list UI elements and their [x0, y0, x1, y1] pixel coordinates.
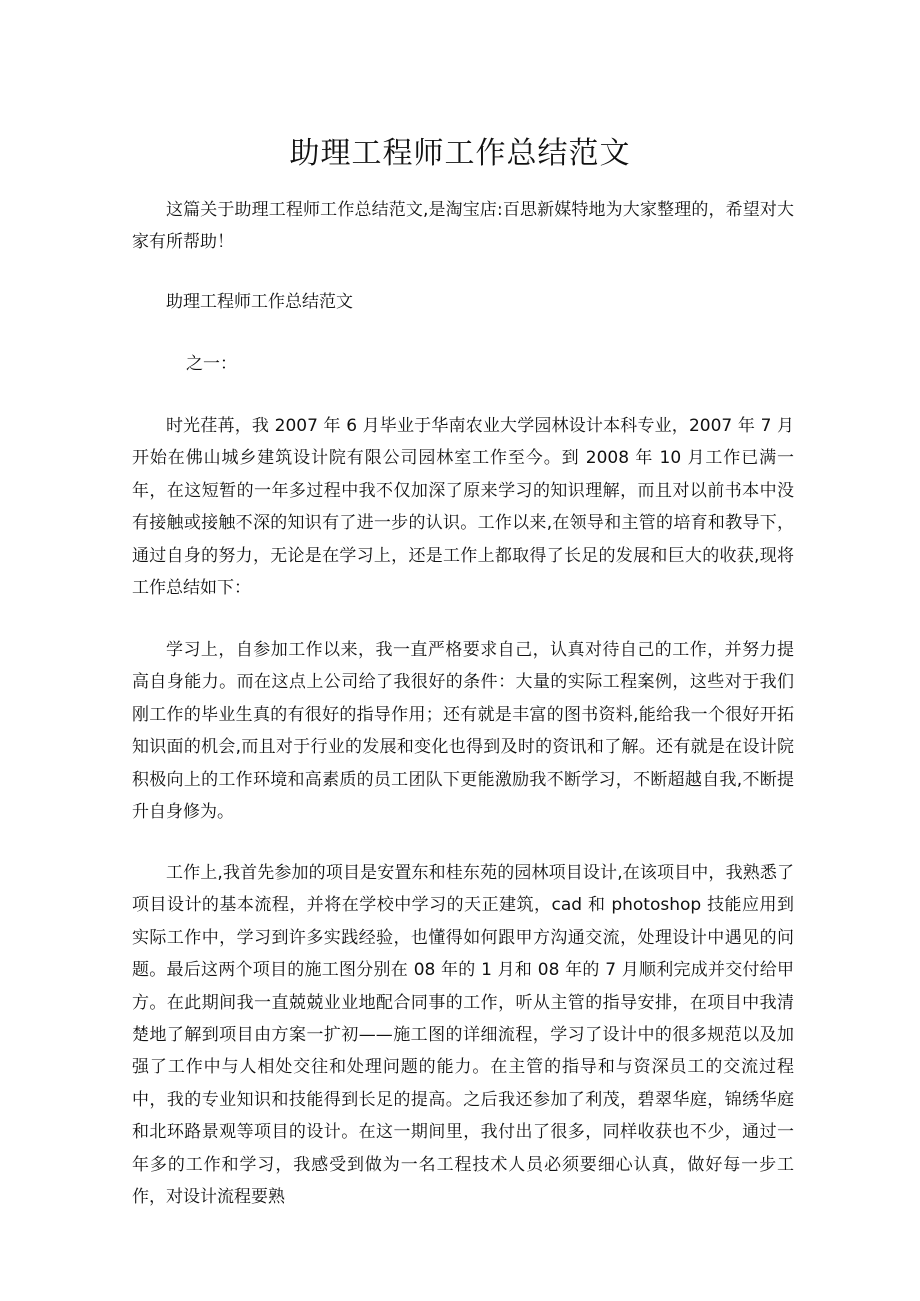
document-title: 助理工程师工作总结范文 — [289, 136, 631, 171]
body-paragraph-2: 学习上，自参加工作以来，我一直严格要求自己，认真对待自己的工作，并努力提高自身能力。而在这点上公司给了我很好的条件：大量的实际工程案例，这些对于我们刚工作的毕业生真的有很好的指导作用；还有就是丰富的图书资料,能给我一个很好开拓知识面的机会,而且对于行业的发展和变化也得到及时的资讯和了解。还有就是在设计院积极向上的工作环境和高素质的员工团队下更能激励我不断学习，不断超越自我,不断提升自身修为。 — [132, 640, 794, 823]
body-paragraph-3: 工作上,我首先参加的项目是安置东和桂东苑的园林项目设计,在该项目中，我熟悉了项目设计的基本流程，并将在学校中学习的天正建筑，cad 和 photoshop 技能应用到实际工作中，学习到许多实践经验，也懂得如何跟甲方沟通交流，处理设计中遇见的问题。最后这两个项目的施工图分别在 08 年的 1 月和 08 年的 7 月顺利完成并交付给甲方。在此期间我一直兢兢业业地配合同事的工作，听从主管的指导安排，在项目中我清楚地了解到项目由方案一扩初——施工图的详细流程，学习了设计中的很多规范以及加强了工作中与人相处交往和处理问题的能力。在主管的指导和与资深员工的交流过程中，我的专业知识和技能得到长足的提高。之后我还参加了利茂，碧翠华庭，锦绣华庭和北环路景观等项目的设计。在这一期间里，我付出了很多，同样收获也不少，通过一年多的工作和学习，我感受到做为一名工程技术人员必须要细心认真，做好每一步工作，对设计流程要熟 — [132, 863, 794, 1208]
section-subtitle: 助理工程师工作总结范文 — [166, 292, 353, 312]
body-paragraph-1: 时光荏苒，我 2007 年 6 月毕业于华南农业大学园林设计本科专业，2007 年 7 月开始在佛山城乡建筑设计院有限公司园林室工作至今。到 2008 年 10 月工作已满一年，在这短暂的一年多过程中我不仅加深了原来学习的知识理解，而且对以前书本中没有接触或接触不深的知识有了进一步的认识。工作以来,在领导和主管的培育和教导下，通过自身的努力，无论是在学习上，还是工作上都取得了长足的发展和巨大的收获,现将工作总结如下： — [132, 416, 794, 599]
part-heading: 之一： — [186, 354, 237, 374]
intro-paragraph: 这篇关于助理工程师工作总结范文,是淘宝店:百思新媒特地为大家整理的，希望对大家有所帮助！ — [132, 200, 794, 253]
